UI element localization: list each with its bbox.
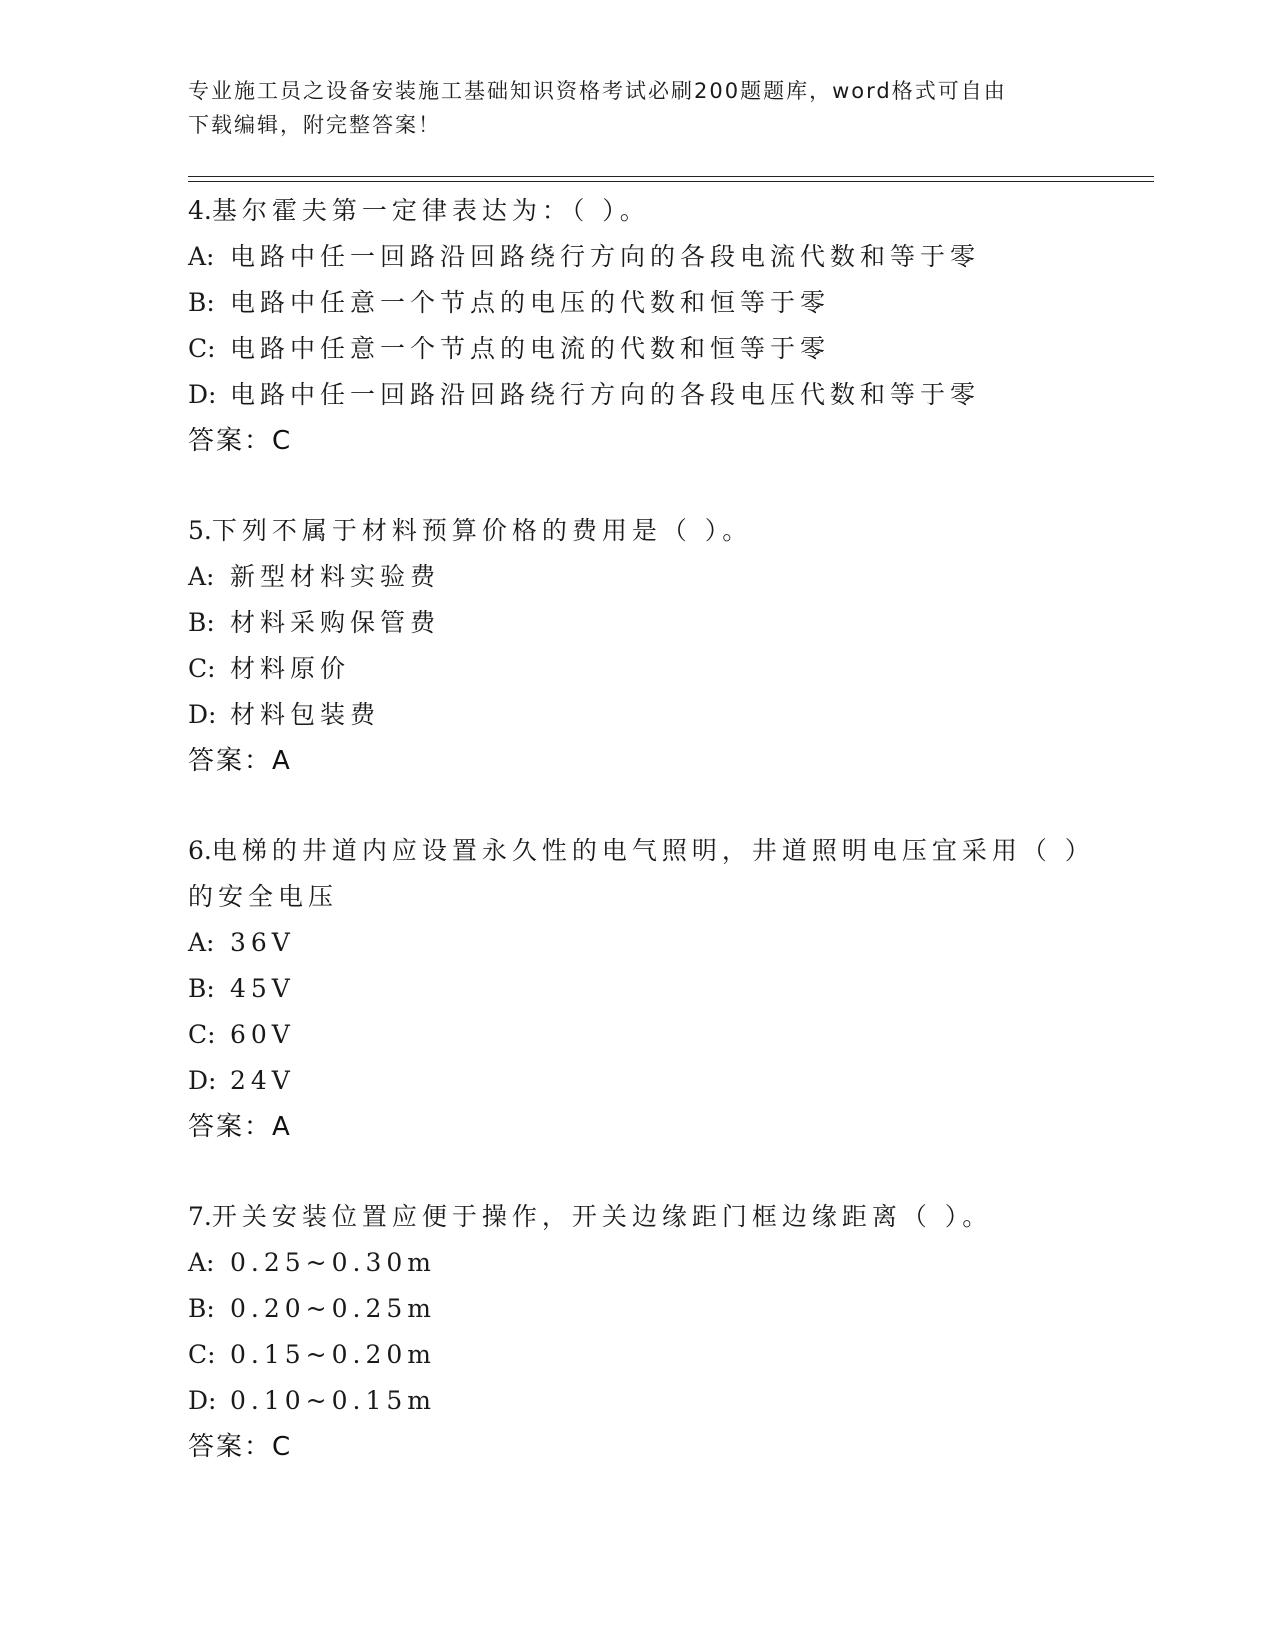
option-text: 36V (230, 928, 295, 957)
question-number: 5. (188, 516, 212, 545)
question-stem-text: 开关安装位置应便于操作，开关边缘距门框边缘距离（ ）。 (211, 1202, 993, 1231)
question-number: 7. (188, 1202, 212, 1231)
option-text: 材料包装费 (230, 700, 381, 729)
option-text: 电路中任意一个节点的电流的代数和恒等于零 (230, 334, 831, 363)
option-letter: C: (188, 1020, 216, 1049)
question-number: 6. (188, 836, 212, 865)
option-a (188, 920, 1088, 966)
option-d (188, 372, 1088, 418)
option-letter: A: (188, 928, 215, 957)
option-text: 0.15~0.20m (230, 1340, 436, 1369)
header-divider-top (188, 176, 1154, 177)
answer-label: 答案： (188, 1112, 273, 1142)
question-list (188, 188, 1095, 1514)
option-c (188, 1332, 1088, 1378)
answer (188, 738, 1088, 784)
option-text: 电路中任一回路沿回路绕行方向的各段电压代数和等于零 (230, 380, 981, 409)
option-text: 60V (230, 1020, 295, 1049)
question-stem (188, 188, 1088, 234)
question-number: 4. (188, 196, 212, 225)
answer (188, 418, 1088, 464)
option-letter: B: (188, 974, 215, 1003)
option-text: 电路中任意一个节点的电压的代数和恒等于零 (230, 288, 831, 317)
option-text: 电路中任一回路沿回路绕行方向的各段电流代数和等于零 (230, 242, 981, 271)
answer-label: 答案： (188, 1432, 273, 1462)
option-letter: B: (188, 1294, 215, 1323)
option-letter: B: (188, 608, 215, 637)
option-c (188, 326, 1088, 372)
option-b (188, 966, 1088, 1012)
question-stem (188, 508, 1088, 554)
option-letter: D: (188, 1386, 217, 1415)
option-text: 0.25~0.30m (230, 1248, 436, 1277)
option-d (188, 1378, 1088, 1424)
question-stem-text: 基尔霍夫第一定律表达为：（ ）。 (211, 196, 650, 225)
option-letter: C: (188, 654, 216, 683)
option-a (188, 1240, 1088, 1286)
header-title-line-1: 专业施工员之设备安装施工基础知识资格考试必刷200题题库，word格式可自由 (188, 79, 1007, 103)
option-text: 材料采购保管费 (230, 608, 441, 637)
question-stem-text: 下列不属于材料预算价格的费用是（ ）。 (211, 516, 753, 545)
question-stem-continued: 的安全电压 (188, 882, 339, 911)
answer (188, 1104, 1088, 1150)
question-5 (188, 508, 1088, 784)
answer-value: A (272, 1112, 290, 1142)
option-text: 0.10~0.15m (230, 1386, 436, 1415)
header-title-line-2: 下载编辑，附完整答案！ (188, 113, 441, 137)
question-stem-text: 电梯的井道内应设置永久性的电气照明，井道照明电压宜采用（ ） (211, 836, 1095, 865)
option-b (188, 280, 1088, 326)
option-letter: A: (188, 242, 215, 271)
document-header (188, 74, 1068, 142)
option-letter: D: (188, 380, 217, 409)
option-text: 0.20~0.25m (230, 1294, 436, 1323)
option-letter: C: (188, 334, 216, 363)
answer-value: C (272, 1432, 291, 1462)
option-a (188, 234, 1088, 280)
option-letter: C: (188, 1340, 216, 1369)
option-letter: A: (188, 562, 215, 591)
option-letter: D: (188, 1066, 217, 1095)
answer-label: 答案： (188, 746, 273, 776)
option-d (188, 1058, 1088, 1104)
option-b (188, 600, 1088, 646)
question-6 (188, 828, 1095, 1150)
question-4 (188, 188, 1088, 464)
option-letter: B: (188, 288, 215, 317)
answer-label: 答案： (188, 426, 273, 456)
question-stem (188, 828, 1095, 874)
question-7 (188, 1194, 1088, 1470)
answer-value: A (272, 746, 290, 776)
option-c (188, 646, 1088, 692)
answer (188, 1424, 1088, 1470)
option-text: 新型材料实验费 (230, 562, 441, 591)
option-letter: A: (188, 1248, 215, 1277)
option-letter: D: (188, 700, 217, 729)
option-text: 45V (230, 974, 295, 1003)
option-c (188, 1012, 1088, 1058)
answer-value: C (272, 426, 291, 456)
question-stem (188, 1194, 1088, 1240)
option-d (188, 692, 1088, 738)
option-text: 材料原价 (230, 654, 351, 683)
header-divider-bottom (188, 181, 1154, 182)
option-a (188, 554, 1088, 600)
option-b (188, 1286, 1088, 1332)
option-text: 24V (230, 1066, 295, 1095)
